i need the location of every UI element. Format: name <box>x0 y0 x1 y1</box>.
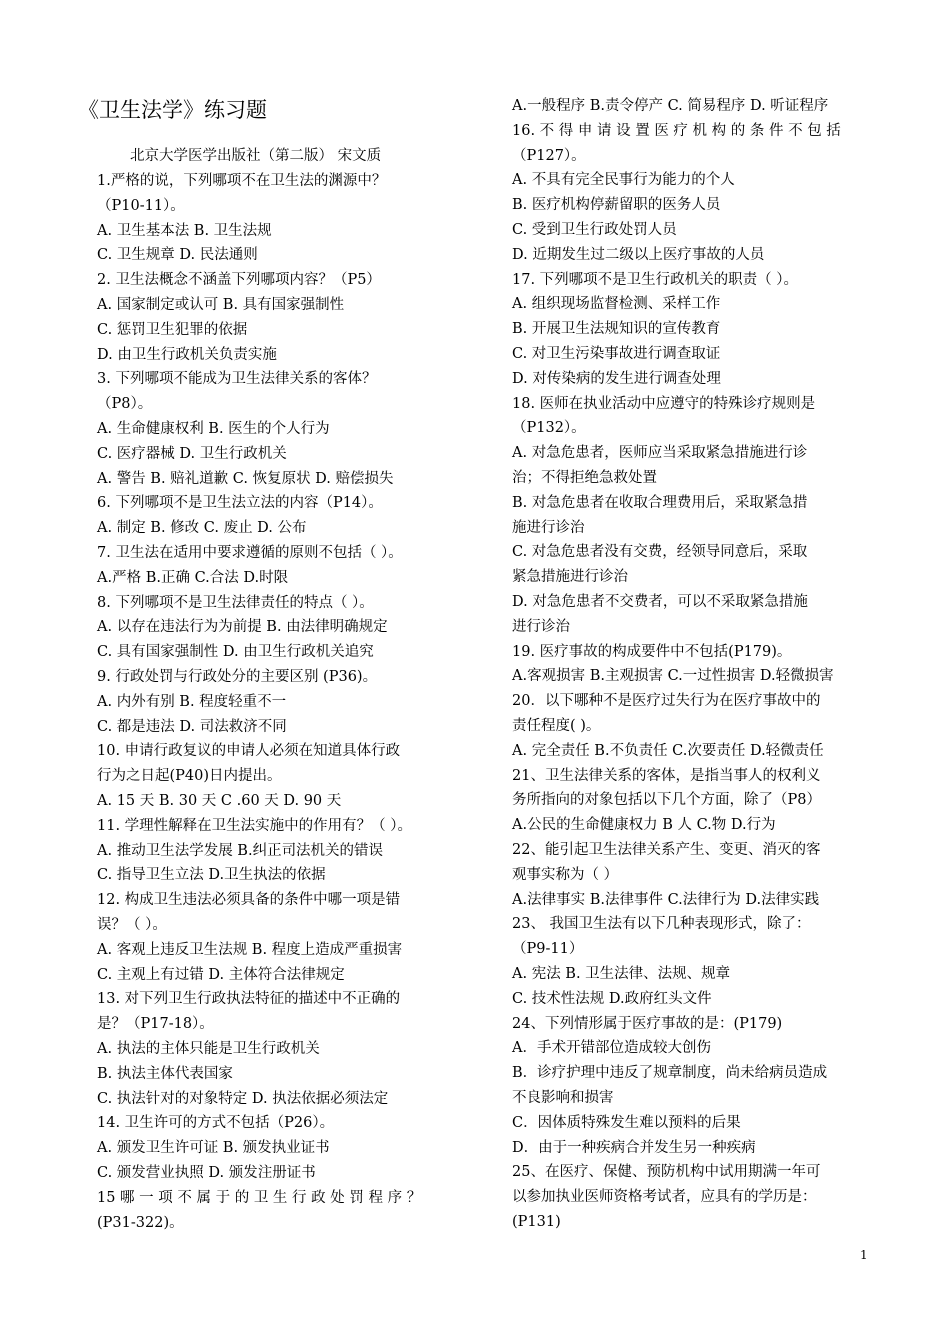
text-line: D. 由卫生行政机关负责实施 <box>97 346 277 363</box>
text-line: D．由于一种疾病合并发生另一种疾病 <box>512 1139 756 1156</box>
text-line: 施进行诊治 <box>512 519 585 536</box>
text-line: D. 近期发生过二级以上医疗事故的人员 <box>512 246 765 263</box>
page-number: 1 <box>860 1248 868 1262</box>
text-line: C. 执法针对的对象特定 D. 执法依据必须法定 <box>97 1090 389 1107</box>
text-line: A. 生命健康权利 B. 医生的个人行为 <box>97 421 330 437</box>
text-line: B. 执法主体代表国家 <box>97 1065 233 1082</box>
text-line: C. 颁发营业执照 D. 颁发注册证书 <box>97 1165 316 1181</box>
text-line: A. 执法的主体只能是卫生行政机关 <box>97 1041 320 1057</box>
text-line: (P31-322)。 <box>97 1214 184 1231</box>
text-line: A. 内外有别 B. 程度轻重不一 <box>97 693 287 710</box>
text-line: 18. 医师在执业活动中应遵守的特殊诊疗规则是 <box>512 395 816 412</box>
text-line: A.法律事实 B.法律事件 C.法律行为 D.法律实践 <box>512 891 820 908</box>
text-line: A. 宪法 B. 卫生法律、法规、规章 <box>512 966 731 982</box>
text-line: （P132）。 <box>512 420 586 437</box>
text-line: 进行诊治 <box>512 618 570 635</box>
text-line: 行为之日起(P40)日内提出。 <box>97 768 282 785</box>
text-line: 以参加执业医师资格考试者，应具有的学历是： <box>512 1189 817 1206</box>
text-line: C. 受到卫生行政处罚人员 <box>512 222 677 238</box>
text-line: 10. 申请行政复议的申请人必须在知道具体行政 <box>97 743 401 760</box>
text-line: B. 医疗机构停薪留职的医务人员 <box>512 197 721 214</box>
text-line: C. 惩罚卫生犯罪的依据 <box>97 321 248 338</box>
text-line: A．手术开错部位造成较大创伤 <box>512 1040 711 1057</box>
text-line: 责任程度( )。 <box>512 718 601 734</box>
text-line: A. 不具有完全民事行为能力的个人 <box>512 172 735 189</box>
text-line: 2. 卫生法概念不涵盖下列哪项内容？（P5） <box>97 272 381 289</box>
text-line: 6. 下列哪项不是卫生法立法的内容（P14）。 <box>97 495 383 512</box>
text-line: C. 技术性法规 D.政府红头文件 <box>512 990 712 1007</box>
text-line: 12. 构成卫生违法必须具备的条件中哪一项是错 <box>97 892 401 909</box>
text-line: （P8）。 <box>97 396 153 413</box>
text-line: 观事实称为（ ） <box>512 866 619 883</box>
text-line: A. 完全责任 B.不负责任 C.次要责任 D.轻微责任 <box>512 742 824 759</box>
text-line: C. 都是违法 D. 司法救济不同 <box>97 718 287 735</box>
text-line: B. 开展卫生法规知识的宣传教育 <box>512 321 721 338</box>
text-line: A. 对急危患者，医师应当采取紧急措施进行诊 <box>512 445 808 462</box>
text-line: A.公民的生命健康权力 B 人 C.物 D.行为 <box>512 817 776 834</box>
text-line: D. 对传染病的发生进行调查处理 <box>512 370 721 387</box>
text-line: A. 以存在违法行为为前提 B. 由法律明确规定 <box>97 619 388 636</box>
text-line: A.客观损害 B.主观损害 C.一过性损害 D.轻微损害 <box>512 668 834 685</box>
text-line: C. 医疗器械 D. 卫生行政机关 <box>97 445 287 462</box>
text-line: C．因体质特殊发生难以预料的后果 <box>512 1114 741 1131</box>
text-line: 16. 不 得 申 请 设 置 医 疗 机 构 的 条 件 不 包 括 <box>512 122 841 139</box>
text-line: （P9-11） <box>512 941 584 958</box>
text-line: A. 颁发卫生许可证 B. 颁发执业证书 <box>97 1140 330 1157</box>
text-line: 9. 行政处罚与行政处分的主要区别 (P36)。 <box>97 669 378 685</box>
text-line: B．诊疗护理中违反了规章制度，尚未给病员造成 <box>512 1065 828 1082</box>
text-line: 13. 对下列卫生行政执法特征的描述中不正确的 <box>97 991 401 1008</box>
text-line: A. 客观上违反卫生法规 B. 程度上造成严重损害 <box>97 941 403 958</box>
text-line: C. 对急危患者没有交费，经领导同意后，采取 <box>512 544 808 561</box>
text-line: 7. 卫生法在适用中要求遵循的原则不包括（ ）。 <box>97 545 403 561</box>
text-line: 3. 下列哪项不能成为卫生法律关系的客体？ <box>97 371 377 388</box>
text-line: 11. 学理性解释在卫生法实施中的作用有？（ ）。 <box>97 817 413 834</box>
document-subtitle: 北京大学医学出版社（第二版） 宋文质 <box>130 148 382 164</box>
text-line: 15 哪 一 项 不 属 于 的 卫 生 行 政 处 罚 程 序 ？ <box>97 1189 422 1206</box>
text-line: C. 卫生规章 D. 民法通则 <box>97 247 258 264</box>
text-line: C. 对卫生污染事故进行调查取证 <box>512 346 721 362</box>
text-line: 治；不得拒绝急救处置 <box>512 470 657 486</box>
text-line: 19. 医疗事故的构成要件中不包括(P179)。 <box>512 643 792 660</box>
text-line: （P127）。 <box>512 147 586 164</box>
text-line: C. 具有国家强制性 D. 由卫生行政机关追究 <box>97 644 374 661</box>
text-line: （P10-11）。 <box>97 197 185 214</box>
text-line: 是？（P17-18）。 <box>97 1016 214 1033</box>
text-line: D. 对急危患者不交费者，可以不采取紧急措施 <box>512 594 808 610</box>
text-line: 21、卫生法律关系的客体，是指当事人的权利义 <box>512 767 821 784</box>
text-line: A. 组织现场监督检测、采样工作 <box>512 296 721 313</box>
text-line: A. 警告 B. 赔礼道歉 C. 恢复原状 D. 赔偿损失 <box>97 470 394 487</box>
text-line: 不良影响和损害 <box>512 1090 614 1106</box>
text-line: 紧急措施进行诊治 <box>512 569 628 586</box>
text-line: 14. 卫生许可的方式不包括（P26）。 <box>97 1115 335 1132</box>
text-line: 22、能引起卫生法律关系产生、变更、消灭的客 <box>512 842 821 858</box>
text-line: C. 主观上有过错 D. 主体符合法律规定 <box>97 966 345 983</box>
text-line: B. 对急危患者在收取合理费用后，采取紧急措 <box>512 494 808 511</box>
text-line: C. 指导卫生立法 D.卫生执法的依据 <box>97 867 326 884</box>
text-line: A. 制定 B. 修改 C. 废止 D. 公布 <box>97 520 307 537</box>
text-line: (P131) <box>512 1214 561 1230</box>
text-line: A. 国家制定或认可 B. 具有国家强制性 <box>97 297 345 313</box>
text-line: 误？（ ）。 <box>97 917 167 933</box>
text-line: 25、在医疗、保健、预防机构中试用期满一年可 <box>512 1164 821 1181</box>
text-line: A.一般程序 B.责令停产 C. 简易程序 D. 听证程序 <box>512 98 829 114</box>
text-line: 务所指向的对象包括以下几个方面，除了（P8） <box>512 792 821 809</box>
text-line: 24、下列情形属于医疗事故的是：(P179) <box>512 1015 783 1032</box>
text-line: A. 15 天 B. 30 天 C .60 天 D. 90 天 <box>97 793 342 809</box>
document-title: 《卫生法学》练习题 <box>78 98 267 122</box>
text-line: A. 卫生基本法 B. 卫生法规 <box>97 222 272 239</box>
text-line: A.严格 B.正确 C.合法 D.时限 <box>97 569 289 586</box>
text-line: 23、 我国卫生法有以下几种表现形式，除了： <box>512 916 811 933</box>
text-line: 17. 下列哪项不是卫生行政机关的职责（ ）。 <box>512 271 799 288</box>
text-line: 1.严格的说，下列哪项不在卫生法的渊源中？ <box>97 173 387 189</box>
text-line: A. 推动卫生法学发展 B.纠正司法机关的错误 <box>97 842 384 859</box>
text-line: 20．以下哪种不是医疗过失行为在医疗事故中的 <box>512 693 821 710</box>
text-line: 8. 下列哪项不是卫生法律责任的特点（ ）。 <box>97 594 374 611</box>
